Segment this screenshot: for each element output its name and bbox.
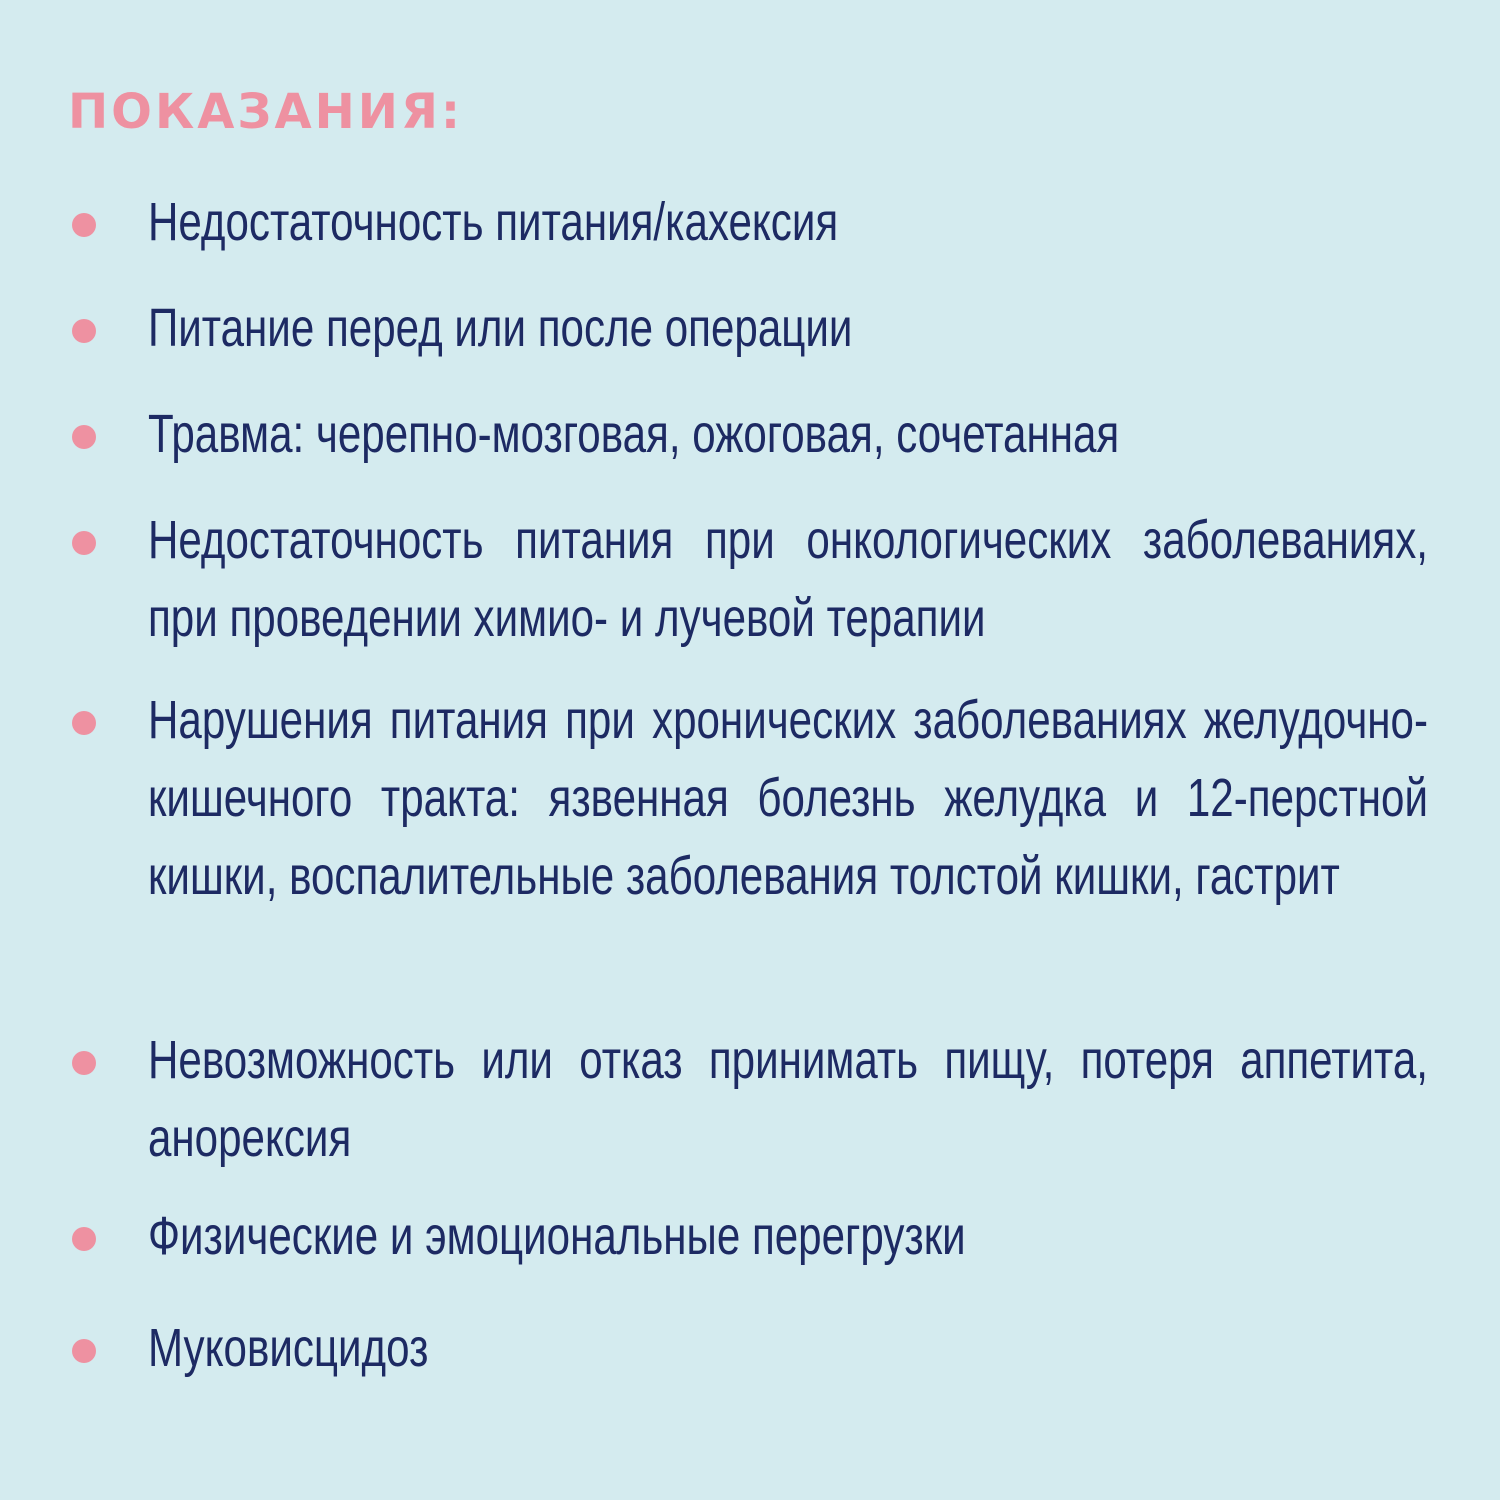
list-item-text: Муковисцидоз xyxy=(148,1318,429,1378)
bullet-dot xyxy=(72,319,96,343)
bullet-dot xyxy=(72,1051,96,1075)
bullet-dot xyxy=(72,1339,96,1363)
bullet-dot xyxy=(72,531,96,555)
list-item xyxy=(148,1197,966,1275)
list-item xyxy=(148,681,1428,915)
list-item-text: Невозможность или отказ принимать пищу, потеря аппетита, анорексия xyxy=(148,1030,1428,1168)
list-item xyxy=(148,395,1119,473)
list-item-text: Питание перед или после операции xyxy=(148,298,853,358)
bullet-dot xyxy=(72,213,96,237)
list-item xyxy=(148,1309,428,1387)
bullet-dot xyxy=(72,425,96,449)
list-item-text: Недостаточность питания при онкологических заболеваниях, при проведении химио- и лучевой терапии xyxy=(148,510,1428,648)
list-item xyxy=(148,1021,1428,1177)
list-item xyxy=(148,289,852,367)
list-item-text: Недостаточность питания/кахексия xyxy=(148,192,839,252)
bullet-dot xyxy=(72,1227,96,1251)
bullet-dot xyxy=(72,711,96,735)
page-title: ПОКАЗАНИЯ: xyxy=(68,84,464,140)
list-item xyxy=(148,501,1428,657)
list-item-text: Физические и эмоциональные перегрузки xyxy=(148,1206,966,1266)
list-item-text: Нарушения питания при хронических заболеваниях желудочно- кишечного тракта: язвенная болезнь желудка и 12-перстной кишки, воспалительные заболевания толстой кишки, гастрит xyxy=(148,690,1428,906)
list-item-text: Травма: черепно-мозговая, ожоговая, сочетанная xyxy=(148,404,1120,464)
list-item xyxy=(148,183,838,261)
